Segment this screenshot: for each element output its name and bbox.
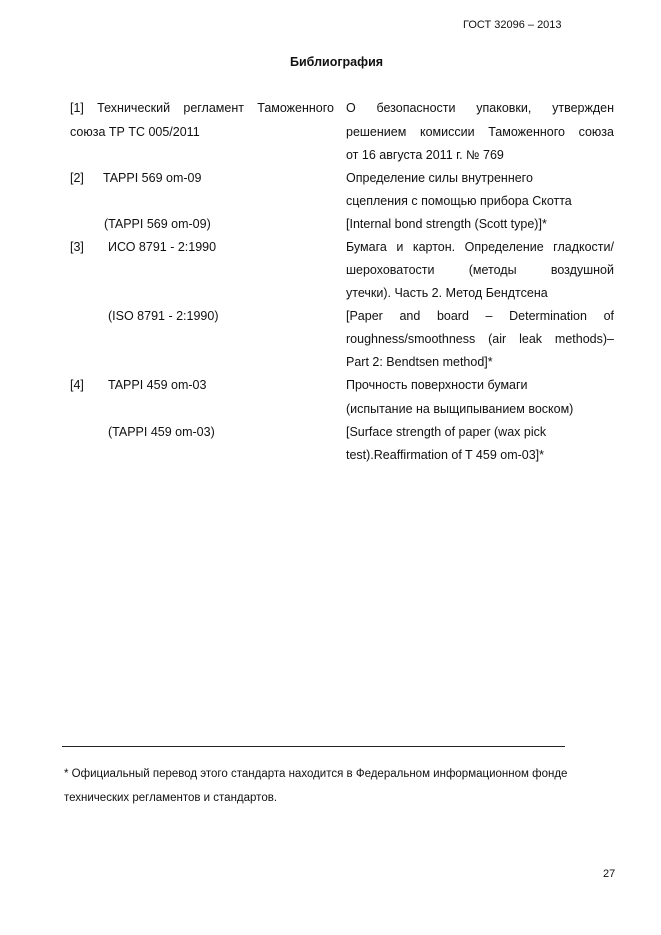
entry3-alt-code: (ISO 8791 - 2:1990) [108,309,219,323]
entry3-right-line2: шероховатости (методы воздушной [346,263,614,277]
page-title: Библиография [290,55,384,69]
entry4-right-line3: [Surface strength of paper (wax pick [346,425,547,439]
entry3-right-line5: roughness/smoothness (air leak methods)– [346,332,614,346]
page-number: 27 [603,868,616,880]
entry1-right-line1: О безопасности упаковки, утвержден [346,101,614,115]
entry2-right-line2: сцепления с помощью прибора Скотта [346,194,572,208]
footnote-line-1: * Официальный перевод этого стандарта находится в Федеральном информационном фонде [64,768,568,780]
entry1-left-line2: союза ТР ТС 005/2011 [70,125,200,139]
entry1-right-line2: решением комиссии Таможенного союза [346,125,614,139]
entry4-number: [4] [70,378,84,392]
entry4-code: TAPPI 459 om-03 [108,378,207,392]
entry3-right-line4: [Paper and board – Determination of [346,309,614,323]
entry4-right-line4: test).Reaffirmation of T 459 om-03]* [346,448,545,462]
footnote-divider [62,746,565,747]
entry1-right-line3: от 16 августа 2011 г. № 769 [346,148,504,162]
entry3-number: [3] [70,240,84,254]
entry3-code: ИСО 8791 - 2:1990 [108,240,217,254]
entry1-left-line1: [1] Технический регламент Таможенного [70,101,334,115]
entry4-right-line1: Прочность поверхности бумаги [346,378,528,392]
entry2-right-line3: [Internal bond strength (Scott type)]* [346,217,547,231]
standard-code: ГОСТ 32096 – 2013 [463,19,562,31]
entry3-right-line3: утечки). Часть 2. Метод Бендтсена [346,286,548,300]
entry2-alt-code: (TAPPI 569 om-09) [104,217,211,231]
entry3-right-line1: Бумага и картон. Определение гладкости/ [346,240,614,254]
entry3-right-line6: Part 2: Bendtsen method]* [346,355,493,369]
entry2-code: TAPPI 569 om-09 [103,171,202,185]
entry2-number: [2] [70,171,84,185]
footnote-line-2: технических регламентов и стандартов. [64,792,278,804]
entry4-alt-code: (TAPPI 459 om-03) [108,425,215,439]
entry4-right-line2: (испытание на выщипыванием воском) [346,402,574,416]
entry2-right-line1: Определение силы внутреннего [346,171,533,185]
